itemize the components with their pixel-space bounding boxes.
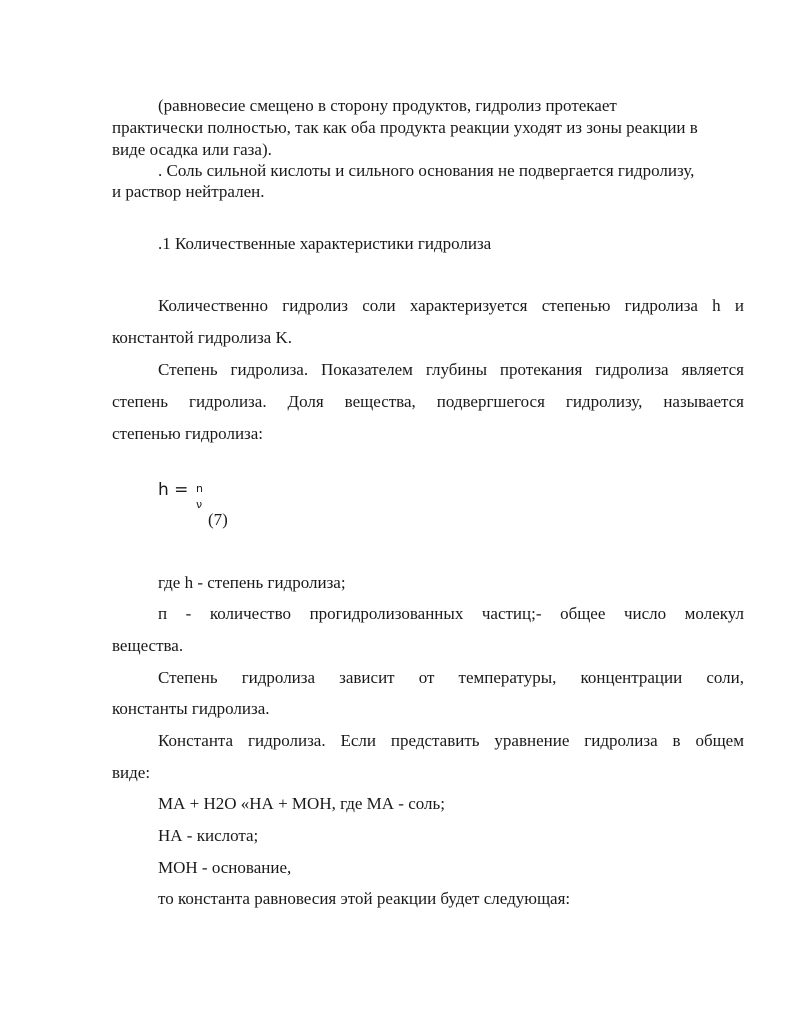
paragraph-line: константы гидролиза. [112,699,270,718]
paragraph-line: константой гидролиза K. [112,328,292,347]
paragraph-line: НА - кислота; [158,826,259,845]
formula-numerator: n [196,482,203,495]
paragraph-line: практически полностью, так как оба продукта реакции уходят из зоны реакции в [112,118,698,137]
equation-number: (7) [208,510,228,529]
section-heading: .1 Количественные характеристики гидролиза [158,234,492,253]
formula-denominator: ν [196,498,203,511]
paragraph-line: вещества. [112,636,184,655]
paragraph-line: степенью гидролиза: [112,424,264,443]
paragraph-line: то константа равновесия этой реакции будет следующая: [158,889,571,908]
paragraph-line: МОН - основание, [158,858,292,877]
paragraph-line: Количественно гидролиз соли характеризуется степенью гидролиза h и [158,296,744,315]
paragraph-line: степень гидролиза. Доля вещества, подвергшегося гидролизу, называется [112,392,744,411]
paragraph-line: (равновесие смещено в сторону продуктов, гидролиз протекает [158,96,617,115]
paragraph-line: где h - степень гидролиза; [158,573,346,592]
paragraph-line: Степень гидролиза. Показателем глубины протекания гидролиза является [158,360,744,379]
hydrolysis-degree-formula [158,480,228,529]
paragraph-line: виде: [112,763,151,782]
paragraph-line: . Соль сильной кислоты и сильного основания не подвергается гидролизу, [158,161,695,180]
paragraph-line: и раствор нейтрален. [112,182,265,201]
formula-lhs: h = [158,480,189,500]
paragraph-line: п - количество прогидролизованных частиц;- общее число молекул [158,604,744,623]
paragraph-line: виде осадка или газа). [112,140,272,159]
paragraph-line: Степень гидролиза зависит от температуры, концентрации соли, [158,668,744,687]
paragraph-line: Константа гидролиза. Если представить уравнение гидролиза в общем [158,731,744,750]
reaction-equation: МА + Н2О «НА + МОН, где МА - соль; [158,794,445,813]
